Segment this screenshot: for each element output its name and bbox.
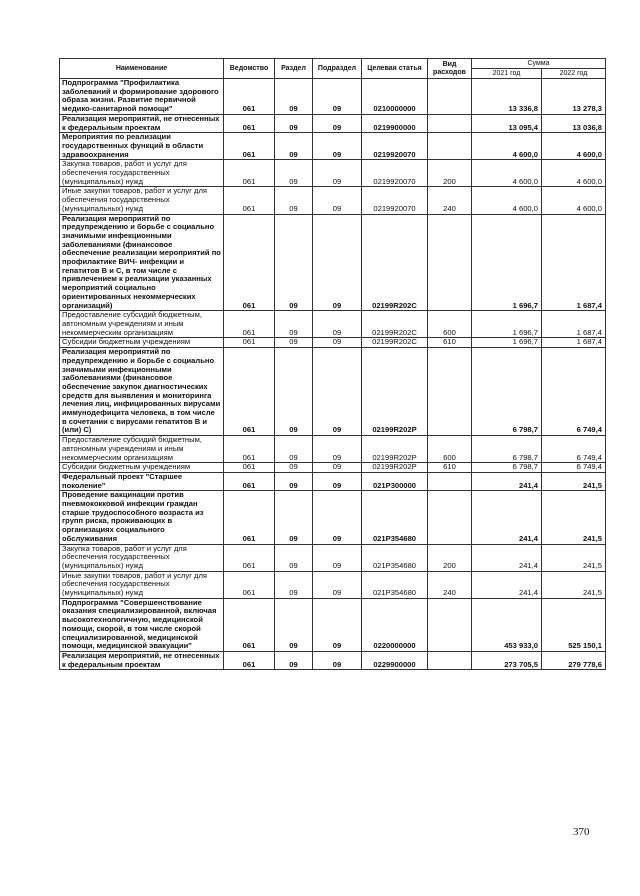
- table-row: [60, 311, 606, 338]
- cell-section: 09: [275, 348, 313, 436]
- cell-y2022: 6 749,4: [542, 348, 606, 436]
- cell-kind: 600: [428, 436, 472, 463]
- cell-y2022: 1 687,4: [542, 311, 606, 338]
- table-row: [60, 571, 606, 598]
- cell-target: 021P300000: [362, 472, 428, 490]
- header-dept: Ведомство: [224, 59, 275, 79]
- header-2022: 2022 год: [542, 69, 606, 79]
- header-name: Наименование: [60, 59, 224, 79]
- cell-y2021: 1 696,7: [472, 311, 542, 338]
- cell-kind: [428, 472, 472, 490]
- cell-subsection: 09: [313, 571, 362, 598]
- cell-y2021: 13 336,8: [472, 79, 542, 115]
- cell-kind: [428, 652, 472, 670]
- cell-y2022: 6 749,4: [542, 463, 606, 473]
- header-section: Раздел: [275, 59, 313, 79]
- cell-section: 09: [275, 652, 313, 670]
- cell-y2022: 241,5: [542, 544, 606, 571]
- cell-kind: [428, 79, 472, 115]
- cell-dept: 061: [224, 472, 275, 490]
- header-target: Целевая статья: [362, 59, 428, 79]
- cell-target: 021P354680: [362, 571, 428, 598]
- cell-dept: 061: [224, 114, 275, 132]
- cell-dept: 061: [224, 544, 275, 571]
- cell-target: 0219920070: [362, 160, 428, 187]
- cell-kind: [428, 133, 472, 160]
- cell-section: 09: [275, 214, 313, 311]
- cell-y2021: 453 933,0: [472, 598, 542, 651]
- cell-name: Иные закупки товаров, работ и услуг для обеспечения государственных (муниципальных) нужд: [60, 187, 224, 214]
- cell-target: 02199R202P: [362, 348, 428, 436]
- cell-name: Реализация мероприятий по предупреждению и борьбе с социально значимыми инфекционными заболеваниями (финансовое обеспечение реализации мероприятий по профилактике ВИЧ- инфекции и гепатитов В и С, в том числе с привлечением к реализации указанных мероприятий социально ориентированных некоммерческих организаций): [60, 214, 224, 311]
- cell-y2021: 1 696,7: [472, 338, 542, 348]
- cell-dept: 061: [224, 338, 275, 348]
- cell-dept: 061: [224, 214, 275, 311]
- cell-kind: 600: [428, 311, 472, 338]
- cell-subsection: 09: [313, 348, 362, 436]
- cell-subsection: 09: [313, 598, 362, 651]
- cell-dept: 061: [224, 160, 275, 187]
- budget-table: [59, 58, 606, 670]
- cell-y2022: 241,5: [542, 472, 606, 490]
- table-row: [60, 338, 606, 348]
- cell-section: 09: [275, 472, 313, 490]
- cell-kind: [428, 114, 472, 132]
- cell-name: Подпрограмма "Совершенствование оказания специализированной, включая высокотехнологичную, медицинской помощи, скорой, в том числе скорой специализированной, медицинской помощи, медицинской эвакуации": [60, 598, 224, 651]
- cell-kind: [428, 348, 472, 436]
- cell-y2022: 241,5: [542, 571, 606, 598]
- cell-y2022: 1 687,4: [542, 214, 606, 311]
- cell-section: 09: [275, 160, 313, 187]
- cell-target: 02199R202C: [362, 214, 428, 311]
- cell-subsection: 09: [313, 544, 362, 571]
- cell-dept: 061: [224, 187, 275, 214]
- cell-name: Подпрограмма "Профилактика заболеваний и формирование здорового образа жизни. Развитие первичной медико-санитарной помощи": [60, 79, 224, 115]
- cell-y2021: 6 798,7: [472, 463, 542, 473]
- cell-subsection: 09: [313, 133, 362, 160]
- cell-kind: 200: [428, 160, 472, 187]
- cell-section: 09: [275, 133, 313, 160]
- cell-section: 09: [275, 436, 313, 463]
- cell-section: 09: [275, 311, 313, 338]
- cell-dept: 061: [224, 571, 275, 598]
- cell-section: 09: [275, 571, 313, 598]
- header-2021: 2021 год: [472, 69, 542, 79]
- cell-dept: 061: [224, 652, 275, 670]
- cell-y2021: 241,4: [472, 544, 542, 571]
- cell-dept: 061: [224, 436, 275, 463]
- cell-target: 0210000000: [362, 79, 428, 115]
- table-row: [60, 544, 606, 571]
- cell-subsection: 09: [313, 187, 362, 214]
- cell-name: Закупка товаров, работ и услуг для обеспечения государственных (муниципальных) нужд: [60, 544, 224, 571]
- cell-dept: 061: [224, 311, 275, 338]
- cell-dept: 061: [224, 491, 275, 544]
- cell-subsection: 09: [313, 472, 362, 490]
- table-row: [60, 598, 606, 651]
- cell-y2022: 13 278,3: [542, 79, 606, 115]
- cell-name: Проведение вакцинации против пневмококковой инфекции граждан старше трудоспособного возраста из групп риска, проживающих в организациях социального обслуживания: [60, 491, 224, 544]
- cell-y2021: 4 600,0: [472, 187, 542, 214]
- cell-kind: [428, 491, 472, 544]
- cell-section: 09: [275, 491, 313, 544]
- table-row: [60, 348, 606, 436]
- cell-name: Субсидии бюджетным учреждениям: [60, 338, 224, 348]
- table-row: [60, 160, 606, 187]
- cell-y2022: 6 749,4: [542, 436, 606, 463]
- table-row: [60, 114, 606, 132]
- table-row: [60, 463, 606, 473]
- cell-subsection: 09: [313, 79, 362, 115]
- cell-name: Предоставление субсидий бюджетным, автономным учреждениям и иным некоммерческим организациям: [60, 311, 224, 338]
- cell-target: 0219920070: [362, 187, 428, 214]
- cell-target: 0219920070: [362, 133, 428, 160]
- cell-subsection: 09: [313, 114, 362, 132]
- cell-name: Реализация мероприятий, не отнесенных к федеральным проектам: [60, 652, 224, 670]
- cell-y2021: 241,4: [472, 491, 542, 544]
- cell-section: 09: [275, 187, 313, 214]
- cell-section: 09: [275, 338, 313, 348]
- cell-y2022: 13 036,8: [542, 114, 606, 132]
- cell-name: Закупка товаров, работ и услуг для обеспечения государственных (муниципальных) нужд: [60, 160, 224, 187]
- table-row: [60, 187, 606, 214]
- table-row: [60, 133, 606, 160]
- cell-y2021: 6 798,7: [472, 436, 542, 463]
- cell-section: 09: [275, 463, 313, 473]
- cell-target: 0220000000: [362, 598, 428, 651]
- cell-subsection: 09: [313, 214, 362, 311]
- header-subsection: Подраздел: [313, 59, 362, 79]
- table-row: [60, 652, 606, 670]
- cell-kind: 240: [428, 187, 472, 214]
- cell-dept: 061: [224, 348, 275, 436]
- cell-dept: 061: [224, 463, 275, 473]
- cell-target: 02199R202C: [362, 338, 428, 348]
- cell-y2021: 241,4: [472, 472, 542, 490]
- cell-target: 0229900000: [362, 652, 428, 670]
- cell-dept: 061: [224, 133, 275, 160]
- cell-name: Реализация мероприятий, не отнесенных к федеральным проектам: [60, 114, 224, 132]
- cell-target: 021P354680: [362, 491, 428, 544]
- cell-subsection: 09: [313, 652, 362, 670]
- cell-kind: 610: [428, 463, 472, 473]
- table-row: [60, 491, 606, 544]
- cell-kind: [428, 598, 472, 651]
- header-kind: Вид расходов: [428, 59, 472, 79]
- cell-y2021: 1 696,7: [472, 214, 542, 311]
- cell-subsection: 09: [313, 436, 362, 463]
- cell-target: 0219900000: [362, 114, 428, 132]
- cell-kind: [428, 214, 472, 311]
- cell-section: 09: [275, 544, 313, 571]
- cell-dept: 061: [224, 79, 275, 115]
- cell-kind: 200: [428, 544, 472, 571]
- cell-y2022: 525 150,1: [542, 598, 606, 651]
- table-body: [60, 79, 606, 670]
- table-row: [60, 436, 606, 463]
- page-number: 370: [573, 826, 590, 838]
- cell-dept: 061: [224, 598, 275, 651]
- cell-y2021: 6 798,7: [472, 348, 542, 436]
- header-sum: Сумма: [472, 59, 606, 69]
- cell-y2022: 4 600,0: [542, 187, 606, 214]
- cell-y2022: 241,5: [542, 491, 606, 544]
- table-row: [60, 472, 606, 490]
- cell-name: Мероприятия по реализации государственных функций в области здравоохранения: [60, 133, 224, 160]
- cell-y2021: 4 600,0: [472, 133, 542, 160]
- cell-name: Предоставление субсидий бюджетным, автономным учреждениям и иным некоммерческим организациям: [60, 436, 224, 463]
- cell-section: 09: [275, 598, 313, 651]
- cell-y2021: 241,4: [472, 571, 542, 598]
- cell-subsection: 09: [313, 338, 362, 348]
- cell-y2021: 273 705,5: [472, 652, 542, 670]
- cell-section: 09: [275, 79, 313, 115]
- cell-name: Иные закупки товаров, работ и услуг для обеспечения государственных (муниципальных) нужд: [60, 571, 224, 598]
- cell-name: Федеральный проект "Старшее поколение": [60, 472, 224, 490]
- cell-target: 021P354680: [362, 544, 428, 571]
- cell-subsection: 09: [313, 463, 362, 473]
- cell-name: Субсидии бюджетным учреждениям: [60, 463, 224, 473]
- cell-y2022: 4 600,0: [542, 160, 606, 187]
- cell-name: Реализация мероприятий по предупреждению и борьбе с социально значимыми инфекционными заболеваниями (финансовое обеспечение закупок диагностических средств для выявления и мониторинга лечения лиц, инфицированных вирусами иммунодефицита человека, в том числе в сочетании с вирусами гепатитов В и (или) С): [60, 348, 224, 436]
- cell-target: 02199R202P: [362, 463, 428, 473]
- cell-kind: 610: [428, 338, 472, 348]
- cell-target: 02199R202P: [362, 436, 428, 463]
- cell-target: 02199R202C: [362, 311, 428, 338]
- cell-y2021: 13 095,4: [472, 114, 542, 132]
- table-row: [60, 214, 606, 311]
- cell-kind: 240: [428, 571, 472, 598]
- table-row: [60, 79, 606, 115]
- cell-subsection: 09: [313, 491, 362, 544]
- cell-y2022: 1 687,4: [542, 338, 606, 348]
- cell-y2022: 279 778,6: [542, 652, 606, 670]
- cell-subsection: 09: [313, 160, 362, 187]
- cell-section: 09: [275, 114, 313, 132]
- cell-y2022: 4 600,0: [542, 133, 606, 160]
- cell-subsection: 09: [313, 311, 362, 338]
- cell-y2021: 4 600,0: [472, 160, 542, 187]
